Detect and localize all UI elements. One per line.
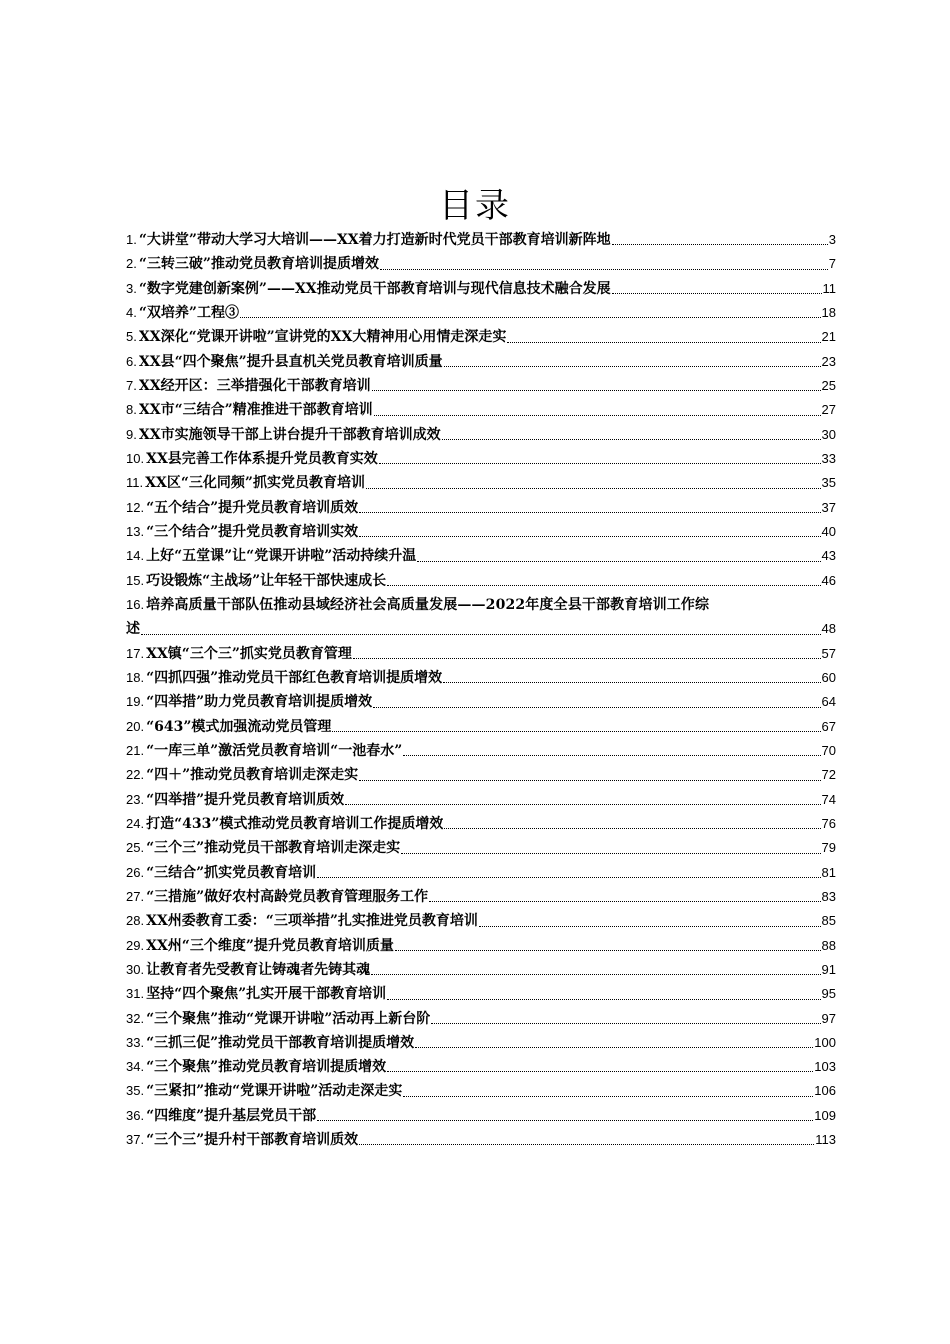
dot-leader xyxy=(387,1071,813,1072)
toc-entry-number: 31. xyxy=(126,986,145,1002)
dot-leader xyxy=(395,950,821,951)
dot-leader xyxy=(359,780,820,781)
toc-entry-title: “一库三单”激活党员教育培训“一池春水” xyxy=(146,742,403,759)
dot-leader xyxy=(359,536,820,537)
toc-entry-number: 2. xyxy=(126,256,137,272)
toc-entry[interactable] xyxy=(126,569,836,593)
toc-entry[interactable] xyxy=(126,1104,836,1128)
toc-entry-page: 33 xyxy=(821,450,836,466)
toc-entry-number: 14. xyxy=(126,548,145,564)
toc-entry-title: “三个三”提升村干部教育培训质效 xyxy=(146,1132,359,1149)
toc-entry-title: “四举措”提升党员教育培训质效 xyxy=(146,791,345,808)
dot-leader xyxy=(444,828,820,829)
toc-entry-title: “三个聚焦”推动党员教育培训提质增效 xyxy=(146,1059,387,1076)
toc-entry-title: “三措施”做好农村高龄党员教育管理服务工作 xyxy=(146,888,429,905)
toc-entry-title: “数字党建创新案例”——XX推动党员干部教育培训与现代信息技术融合发展 xyxy=(138,280,611,297)
dot-leader xyxy=(612,293,822,294)
toc-entry-number: 20. xyxy=(126,718,145,734)
dot-leader xyxy=(429,901,820,902)
toc-entry-number: 24. xyxy=(126,815,145,831)
toc-entry[interactable] xyxy=(126,666,836,690)
dot-leader xyxy=(141,634,821,635)
toc-entry[interactable] xyxy=(126,836,836,860)
toc-entry[interactable] xyxy=(126,812,836,836)
toc-entry-title: “三紧扣”推动“党课开讲啦”活动走深走实 xyxy=(146,1083,403,1100)
toc-entry-title: XX州委教育工委：“三项举措”扎实推进党员教育培训 xyxy=(146,913,478,930)
toc-entry[interactable] xyxy=(126,958,836,982)
toc-entry[interactable] xyxy=(126,690,836,714)
dot-leader xyxy=(345,804,820,805)
dot-leader xyxy=(317,1120,813,1121)
toc-entry-page: 106 xyxy=(814,1083,836,1099)
toc-entry-page: 88 xyxy=(821,937,836,953)
toc-entry[interactable] xyxy=(126,544,836,568)
toc-entry[interactable] xyxy=(126,496,836,520)
dot-leader xyxy=(317,877,820,878)
toc-entry[interactable] xyxy=(126,1007,836,1031)
toc-entry-title: XX镇“三个三”抓实党员教育管理 xyxy=(146,645,352,662)
toc-entry-title: XX区“三化同频”抓实党员教育培训 xyxy=(145,475,365,492)
dot-leader xyxy=(443,682,820,683)
toc-entry[interactable] xyxy=(126,593,836,642)
toc-entry-number: 21. xyxy=(126,742,145,758)
toc-entry-number: 7. xyxy=(126,377,137,393)
dot-leader xyxy=(353,658,821,659)
dot-leader xyxy=(332,731,820,732)
toc-entry-page: 67 xyxy=(821,718,836,734)
toc-entry-page: 43 xyxy=(821,548,836,564)
toc-entry[interactable] xyxy=(126,1128,836,1152)
toc-entry-number: 29. xyxy=(126,937,145,953)
dot-leader xyxy=(507,342,820,343)
toc-entry-number: 23. xyxy=(126,791,145,807)
toc-entry[interactable] xyxy=(126,374,836,398)
toc-entry-page: 35 xyxy=(821,475,836,491)
toc-entry-page: 21 xyxy=(821,329,836,345)
toc-entry-page: 18 xyxy=(821,304,836,320)
table-of-contents xyxy=(126,228,836,1152)
toc-entry-page: 74 xyxy=(821,791,836,807)
toc-entry-number: 27. xyxy=(126,888,145,904)
toc-entry-title: “三转三破”推动党员教育培训提质增效 xyxy=(138,256,379,273)
toc-entry-number: 16. xyxy=(126,596,145,612)
toc-entry-number: 5. xyxy=(126,329,137,345)
dot-leader xyxy=(612,244,828,245)
dot-leader xyxy=(379,463,821,464)
toc-entry-title: XX县“四个聚焦”提升县直机关党员教育培训质量 xyxy=(138,353,443,370)
toc-entry-title: “三个结合”提升党员教育培训实效 xyxy=(146,523,359,540)
toc-entry-title: 打造“433”模式推动党员教育培训工作提质增效 xyxy=(146,815,444,832)
toc-entry-page: 3 xyxy=(828,232,836,247)
toc-entry[interactable] xyxy=(126,1031,836,1055)
toc-entry-title: “三个三”推动党员干部教育培训走深走实 xyxy=(146,840,401,857)
toc-entry-title: “四抓四强”推动党员干部红色教育培训提质增效 xyxy=(146,669,443,686)
toc-entry-page: 109 xyxy=(814,1107,836,1123)
toc-entry-number: 18. xyxy=(126,669,145,685)
dot-leader xyxy=(431,1023,820,1024)
toc-entry-page: 113 xyxy=(815,1132,836,1148)
toc-entry-page: 100 xyxy=(814,1034,836,1050)
dot-leader xyxy=(240,317,821,318)
toc-entry-page: 103 xyxy=(814,1059,836,1075)
dot-leader xyxy=(479,926,821,927)
toc-entry[interactable] xyxy=(126,398,836,422)
dot-leader xyxy=(442,439,821,440)
dot-leader xyxy=(403,1096,813,1097)
toc-entry-number: 6. xyxy=(126,353,137,369)
toc-entry-number: 37. xyxy=(126,1132,145,1148)
toc-entry-title: “三抓三促”推动党员干部教育培训提质增效 xyxy=(146,1034,415,1051)
toc-entry-page: 60 xyxy=(821,669,836,685)
toc-entry[interactable] xyxy=(126,885,836,909)
dot-leader xyxy=(372,390,821,391)
toc-entry-title: 巧设锻炼“主战场”让年轻干部快速成长 xyxy=(146,572,387,589)
toc-entry-title: “四维度”提升基层党员干部 xyxy=(146,1107,317,1124)
toc-entry-title: 上好“五堂课”让“党课开讲啦”活动持续升温 xyxy=(146,548,417,565)
toc-entry-page: 30 xyxy=(821,426,836,442)
toc-entry-number: 25. xyxy=(126,840,145,856)
toc-entry-number: 28. xyxy=(126,913,145,929)
toc-entry-number: 17. xyxy=(126,645,145,661)
toc-entry-title: “四＋”推动党员教育培训走深走实 xyxy=(146,767,359,784)
toc-entry[interactable] xyxy=(126,520,836,544)
toc-entry-title: “三结合”抓实党员教育培训 xyxy=(146,864,317,881)
toc-entry-page: 57 xyxy=(821,645,836,661)
toc-entry-title: XX深化“党课开讲啦”宣讲党的XX大精神用心用情走深走实 xyxy=(138,329,507,346)
toc-entry[interactable] xyxy=(126,642,836,666)
toc-entry[interactable] xyxy=(126,763,836,787)
toc-entry[interactable] xyxy=(126,471,836,495)
toc-entry-title: “四举措”助力党员教育培训提质增效 xyxy=(146,694,373,711)
toc-entry-title: “双培养”工程③ xyxy=(138,304,239,321)
toc-entry[interactable] xyxy=(126,423,836,447)
toc-entry-page: 25 xyxy=(821,377,836,393)
dot-leader xyxy=(373,707,820,708)
toc-entry-page: 79 xyxy=(821,840,836,856)
toc-entry-title: XX经开区：三举措强化干部教育培训 xyxy=(138,377,371,394)
toc-entry-title-continued: 述 xyxy=(126,621,140,638)
dot-leader xyxy=(403,755,820,756)
toc-entry[interactable] xyxy=(126,934,836,958)
toc-entry-number: 11. xyxy=(126,475,144,491)
toc-entry-number: 15. xyxy=(126,572,145,588)
toc-entry-title: “大讲堂”带动大学习大培训——XX着力打造新时代党员干部教育培训新阵地 xyxy=(138,232,611,248)
toc-entry-page: 11 xyxy=(822,280,836,296)
toc-entry-number: 30. xyxy=(126,961,145,977)
toc-entry-number: 3. xyxy=(126,280,137,296)
toc-entry-page: 83 xyxy=(821,888,836,904)
toc-entry-page: 64 xyxy=(821,694,836,710)
toc-entry-page: 48 xyxy=(821,621,836,637)
toc-entry-title: 坚持“四个聚焦”扎实开展干部教育培训 xyxy=(146,986,387,1003)
toc-entry-page: 46 xyxy=(821,572,836,588)
toc-entry-number: 12. xyxy=(126,499,145,515)
toc-entry-title: 让教育者先受教育让铸魂者先铸其魂 xyxy=(146,961,371,978)
toc-entry-title: XX市“三结合”精准推进干部教育培训 xyxy=(138,402,373,419)
toc-entry-page: 23 xyxy=(821,353,836,369)
toc-entry[interactable] xyxy=(126,1055,836,1079)
toc-entry-number: 1. xyxy=(126,232,137,247)
dot-leader xyxy=(374,415,821,416)
toc-entry-number: 8. xyxy=(126,402,137,418)
toc-entry-title: “三个聚焦”推动“党课开讲啦”活动再上新台阶 xyxy=(146,1010,431,1027)
toc-entry[interactable] xyxy=(126,739,836,763)
toc-entry[interactable] xyxy=(126,301,836,325)
dot-leader xyxy=(401,853,820,854)
toc-entry-page: 27 xyxy=(821,402,836,418)
dot-leader xyxy=(387,999,820,1000)
page-title: 目录 xyxy=(439,186,511,226)
toc-entry-title: XX州“三个维度”提升党员教育培训质量 xyxy=(146,937,394,954)
toc-entry[interactable] xyxy=(126,252,836,276)
toc-entry-page: 70 xyxy=(821,742,836,758)
toc-entry-page: 72 xyxy=(821,767,836,783)
dot-leader xyxy=(366,488,821,489)
toc-entry-title: XX市实施领导干部上讲台提升干部教育培训成效 xyxy=(138,426,441,443)
toc-entry[interactable] xyxy=(126,861,836,885)
toc-entry[interactable] xyxy=(126,1079,836,1103)
toc-entry-title: “643”模式加强流动党员管理 xyxy=(146,718,332,735)
toc-entry-number: 22. xyxy=(126,767,145,783)
toc-entry[interactable] xyxy=(126,325,836,349)
toc-entry-title: 培养高质量干部队伍推动县域经济社会高质量发展——2022年度全县干部教育培训工作综 xyxy=(146,596,710,613)
toc-entry-page: 40 xyxy=(821,523,836,539)
toc-entry-number: 33. xyxy=(126,1034,145,1050)
toc-entry[interactable] xyxy=(126,277,836,301)
toc-entry[interactable] xyxy=(126,788,836,812)
toc-entry-number: 19. xyxy=(126,694,145,710)
toc-entry-page: 7 xyxy=(828,256,836,272)
toc-entry-title: XX县完善工作体系提升党员教育实效 xyxy=(146,450,378,467)
toc-entry[interactable] xyxy=(126,909,836,933)
dot-leader xyxy=(415,1047,813,1048)
toc-entry[interactable] xyxy=(126,350,836,374)
toc-entry-page: 81 xyxy=(821,864,836,880)
toc-entry[interactable] xyxy=(126,228,836,252)
toc-entry-number: 35. xyxy=(126,1083,145,1099)
dot-leader xyxy=(444,366,821,367)
toc-entry-title: “五个结合”提升党员教育培训质效 xyxy=(146,499,359,516)
dot-leader xyxy=(359,1144,814,1145)
toc-entry-page: 95 xyxy=(821,986,836,1002)
toc-entry[interactable] xyxy=(126,715,836,739)
toc-entry-page: 85 xyxy=(821,913,836,929)
toc-entry-number: 32. xyxy=(126,1010,145,1026)
toc-entry-number: 13. xyxy=(126,523,145,539)
toc-entry-number: 36. xyxy=(126,1107,145,1123)
toc-entry-page: 76 xyxy=(821,815,836,831)
toc-entry-page: 91 xyxy=(821,961,836,977)
toc-entry[interactable] xyxy=(126,447,836,471)
dot-leader xyxy=(359,512,820,513)
dot-leader xyxy=(380,269,828,270)
dot-leader xyxy=(371,974,820,975)
dot-leader xyxy=(417,561,820,562)
toc-entry-number: 26. xyxy=(126,864,145,880)
toc-entry[interactable] xyxy=(126,982,836,1006)
toc-entry-number: 4. xyxy=(126,304,137,320)
toc-entry-page: 97 xyxy=(821,1010,836,1026)
toc-entry-page: 37 xyxy=(821,499,836,515)
toc-entry-number: 34. xyxy=(126,1059,145,1075)
toc-entry-number: 9. xyxy=(126,426,137,442)
toc-entry-number: 10. xyxy=(126,450,145,466)
dot-leader xyxy=(387,585,820,586)
